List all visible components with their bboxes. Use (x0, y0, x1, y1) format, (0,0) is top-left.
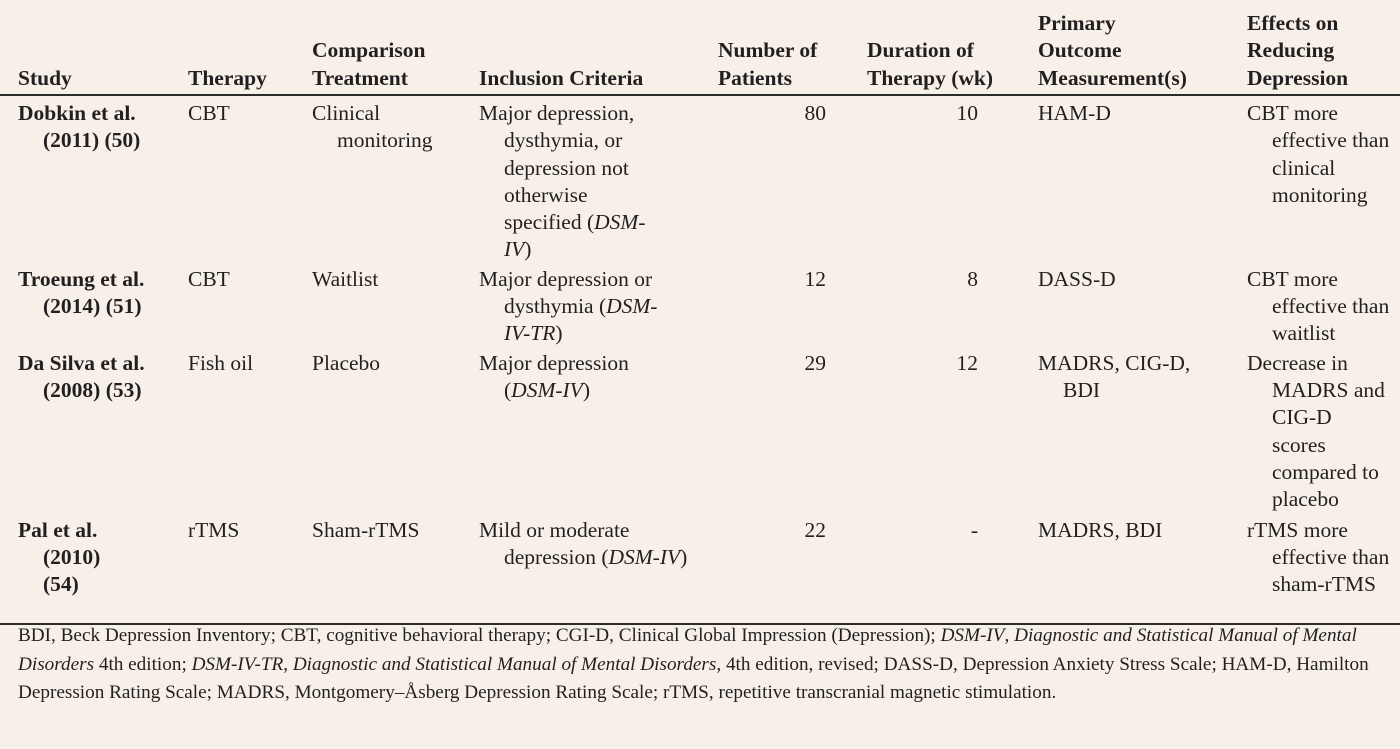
cell-inclusion (479, 100, 718, 264)
cell-study: Pal et al. (2010) (54) (18, 517, 101, 597)
cell-duration: 8 (967, 266, 978, 291)
cell-duration: 10 (956, 101, 978, 125)
inclusion-text: Major depression ( (479, 350, 629, 403)
table-footnote (18, 622, 1383, 708)
cell-patients: 22 (804, 517, 826, 542)
cell-inclusion (479, 350, 718, 405)
inclusion-manual: DSM-IV (504, 210, 646, 262)
header-study: Study (0, 0, 188, 95)
cell-comparison: Placebo (312, 350, 381, 375)
inclusion-close: ) (582, 378, 590, 403)
cell-inclusion (479, 517, 718, 572)
cell-comparison: Clinical monitoring (312, 101, 433, 153)
header-comparison-treatment: Comparison Treatment (312, 0, 479, 95)
footnote-text: , (283, 653, 293, 675)
inclusion-text: Major depression or dysthymia ( (479, 266, 653, 319)
footnote-text: 4th edition; (94, 653, 192, 675)
cell-comparison: Sham-rTMS (312, 517, 420, 542)
header-duration-of-therapy: Duration of Therapy (wk) (867, 0, 1038, 95)
cell-outcome: MADRS, BDI (1038, 517, 1163, 542)
inclusion-close: ) (680, 545, 688, 570)
cell-effect: CBT more effective than clinical monitoring (1247, 101, 1390, 207)
inclusion-manual: DSM-IV (511, 378, 583, 403)
table-row (0, 95, 1400, 264)
cell-study: Dobkin et al. (2011) (50) (18, 101, 141, 153)
cell-therapy: CBT (188, 101, 230, 125)
cell-therapy: CBT (188, 266, 230, 291)
cell-therapy: rTMS (188, 515, 312, 624)
inclusion-text: Mild or moderate depression ( (479, 517, 630, 570)
footnote-text: , (1004, 625, 1015, 646)
inclusion-close: ) (555, 321, 563, 346)
cell-inclusion (479, 266, 718, 348)
table-row (0, 264, 1400, 348)
header-primary-outcome: Primary Outcome Measurement(s) (1038, 0, 1247, 95)
footnote-text: BDI, Beck Depression Inventory; CBT, cognitive behavioral therapy; CGI-D, Clinical Global Impression (Depression); (18, 625, 941, 646)
cell-study: Troeung et al. (2014) (51) (18, 266, 145, 319)
cell-effect: rTMS more effective than sham-rTMS (1247, 517, 1390, 597)
footnote-text: , 4th edition, revised; DASS-D, Depression Anxiety Stress Scale; HAM-D, Hamilton Depression Rating Scale; MADRS, Montgomery–Åsberg Depression Rating Scale; rTMS, repetitive transcranial magnetic stimulation. (18, 653, 1369, 704)
cell-comparison: Waitlist (312, 266, 379, 291)
inclusion-close: ) (524, 237, 532, 262)
cell-patients: 29 (804, 350, 826, 375)
cell-duration: 12 (956, 350, 978, 375)
inclusion-manual: DSM-IV (608, 545, 681, 570)
cell-study: Da Silva et al. (2008) (53) (18, 350, 145, 403)
footnote-italic: Diagnostic and Statistical Manual of Mental Disorders (18, 625, 1357, 675)
cell-duration: - (970, 517, 978, 542)
inclusion-manual: DSM-IV-TR (504, 294, 658, 346)
header-therapy: Therapy (188, 0, 312, 95)
cell-patients: 12 (804, 266, 826, 291)
footnote-italic: DSM-IV-TR (191, 653, 284, 675)
cell-effect: CBT more effective than waitlist (1247, 266, 1390, 346)
cell-therapy: Fish oil (188, 350, 254, 375)
table-row (0, 515, 1400, 624)
cell-outcome: HAM-D (1038, 101, 1111, 125)
header-effects-on-depression: Effects on Reducing Depression (1247, 0, 1400, 95)
header-number-of-patients: Number of Patients (718, 0, 867, 95)
footnote-italic: Diagnostic and Statistical Manual of Mental Disorders (292, 653, 717, 675)
table-row (0, 348, 1400, 515)
cell-patients: 80 (804, 101, 826, 125)
cell-outcome: MADRS, CIG-D, BDI (1038, 350, 1191, 403)
table-header-row (0, 0, 1400, 95)
inclusion-text: Major depression, dysthymia, or depression not otherwise specified ( (479, 101, 635, 235)
cell-outcome: DASS-D (1038, 266, 1116, 291)
footnote-italic: DSM-IV (940, 625, 1005, 646)
cell-effect: Decrease in MADRS and CIG-D scores compared to placebo (1247, 350, 1385, 512)
header-inclusion-criteria: Inclusion Criteria (479, 0, 718, 95)
